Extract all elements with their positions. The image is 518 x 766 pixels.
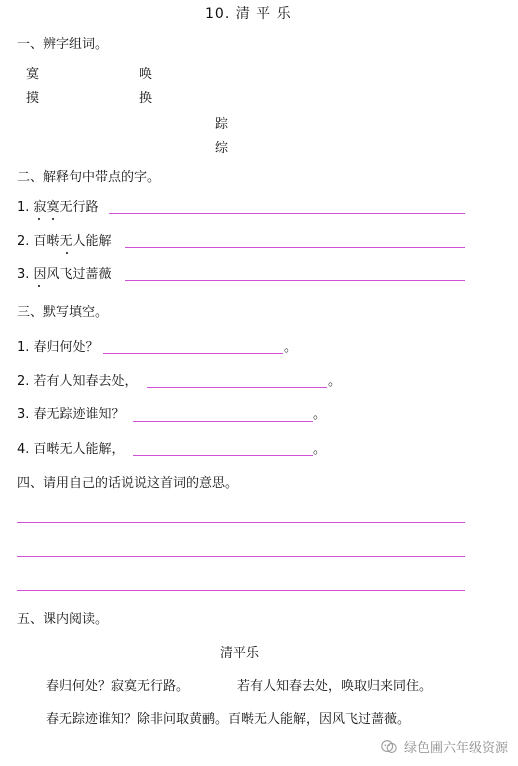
answer-line[interactable] <box>109 213 465 214</box>
page-title: 10. 清 平 乐 <box>205 6 292 22</box>
poem-line-2: 春无踪迹谁知？除非问取黄鹂。百啭无人能解，因风飞过蔷薇。 <box>46 712 411 727</box>
section-5-heading: 五、课内阅读。 <box>17 612 109 627</box>
char-zong-combine: 综 <box>215 141 229 156</box>
writing-line[interactable] <box>17 522 465 523</box>
watermark <box>380 737 508 756</box>
wechat-icon <box>380 738 398 756</box>
char-huan-call: 唤 <box>139 67 153 82</box>
fill-blank[interactable] <box>103 353 283 354</box>
fill-item-3-suffix: 。 <box>313 407 327 422</box>
section-3-heading: 三、默写填空。 <box>17 305 109 320</box>
writing-line[interactable] <box>17 556 465 557</box>
answer-line[interactable] <box>125 280 465 281</box>
char-mo-touch: 摸 <box>26 91 40 106</box>
emphasis-dot <box>52 218 54 220</box>
fill-blank[interactable] <box>133 421 313 422</box>
poem-line-1b: 若有人知春去处，唤取归来同住。 <box>237 679 433 694</box>
emphasis-dot <box>38 285 40 287</box>
char-mo: 寞 <box>26 67 40 82</box>
fill-item-4-prefix: 4. 百啭无人能解， <box>17 442 125 457</box>
poem-line-1a: 春归何处？寂寞无行路。 <box>46 679 190 694</box>
char-zong-trace: 踪 <box>215 117 229 132</box>
explain-item-2: 2. 百啭无人能解 <box>17 234 112 249</box>
emphasis-dot <box>38 218 40 220</box>
section-2-heading: 二、解释句中带点的字。 <box>17 170 161 185</box>
char-huan-change: 换 <box>139 91 153 106</box>
fill-blank[interactable] <box>133 455 313 456</box>
fill-item-4-suffix: 。 <box>313 442 327 457</box>
section-4-heading: 四、请用自己的话说说这首词的意思。 <box>17 476 239 491</box>
explain-item-1: 1. 寂寞无行路 <box>17 200 99 215</box>
fill-item-1-prefix: 1. 春归何处？ <box>17 340 99 355</box>
writing-line[interactable] <box>17 590 465 591</box>
fill-item-1-suffix: 。 <box>284 340 298 355</box>
fill-item-2-suffix: 。 <box>328 374 342 389</box>
fill-item-2-prefix: 2. 若有人知春去处， <box>17 374 138 389</box>
explain-item-3: 3. 因风飞过蔷薇 <box>17 267 112 282</box>
answer-line[interactable] <box>125 247 465 248</box>
fill-item-3-prefix: 3. 春无踪迹谁知？ <box>17 407 125 422</box>
fill-blank[interactable] <box>147 387 327 388</box>
emphasis-dot <box>66 252 68 254</box>
watermark-text: 绿色圃六年级资源 <box>403 741 508 756</box>
section-1-heading: 一、辨字组词。 <box>17 37 109 52</box>
poem-title: 清平乐 <box>220 646 260 661</box>
